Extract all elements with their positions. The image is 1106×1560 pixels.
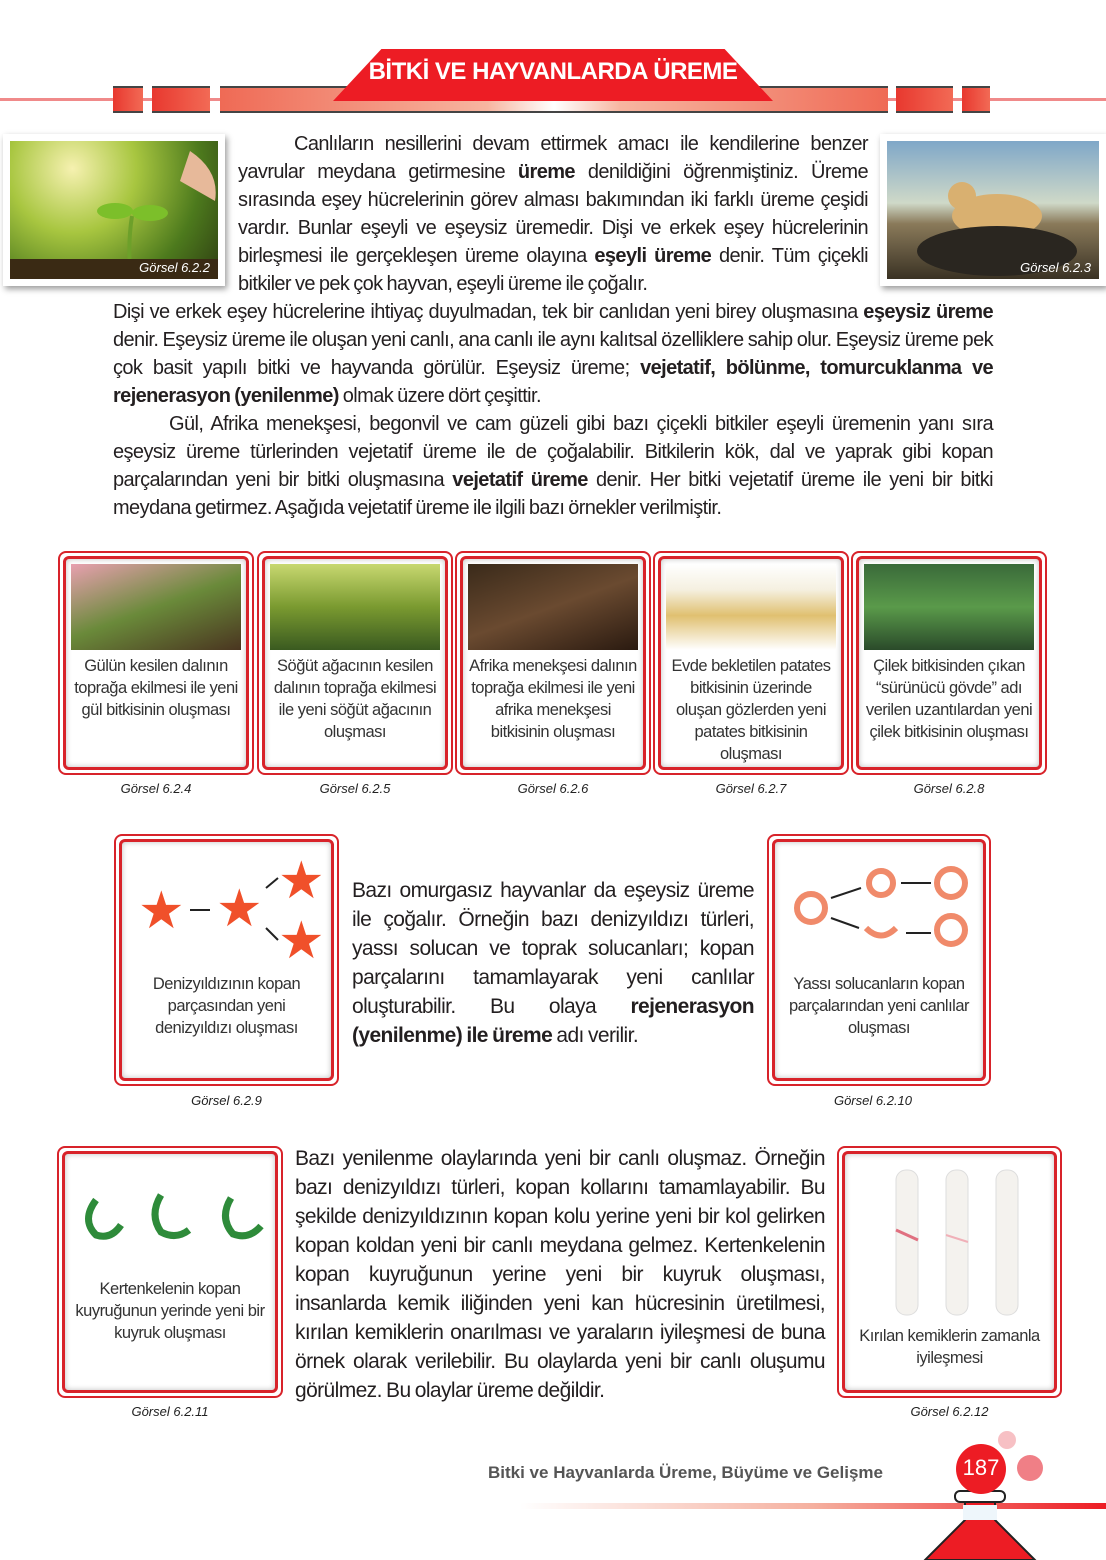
figure-caption: Görsel 6.2.5: [319, 781, 391, 796]
figure-caption: Görsel 6.2.6: [517, 781, 589, 796]
header-block: [152, 86, 210, 113]
figure-caption: Görsel 6.2.12: [910, 1404, 989, 1419]
text-segment: adı verilir.: [552, 1024, 639, 1047]
potato-image: [666, 564, 836, 650]
text-segment: Bazı yenilenme olaylarında yeni bir canlı oluşmaz. Örneğin bazı denizyıldızı türleri, kopan kollarını tamamlayabilir. Bu şekilde denizyıldızının kopan kolu yerine yeni bir kol gelirken kopan koldan yeni bir canlı meydana gelmez. Kertenkelenin kopan kuyruğunun yerine yeni bir kuyruk oluşması, insanlarda kemik iliğinden yeni kan hücresinin üretilmesi, kırılan kemiklerin onarılması ve yaraların iyileşmesi de buna örnek olarak verilebilir. Bu olaylarda yeni bir canlı oluşumu görülmez. Bu olaylar üreme değildir.: [295, 1147, 825, 1402]
lizard-tail-icon: [71, 1160, 271, 1270]
regeneration-paragraph: [352, 876, 754, 1050]
flask-icon: [915, 1425, 1055, 1560]
card-flatworm: [767, 834, 991, 1086]
card-text: Söğüt ağacının kesilen dalının toprağa ekilmesi ile yeni söğüt ağacının oluşması: [273, 657, 437, 741]
card-strawberry: [851, 551, 1047, 775]
card-text: Afrika menekşesi dalının toprağa ekilmesi ile yeni afrika menekşesi bitkisinin oluşması: [469, 657, 637, 741]
card-african-violet: [455, 551, 651, 775]
photo-seedling: [3, 134, 225, 286]
bold-term: eşeysiz üreme: [863, 301, 993, 323]
card-text: Kertenkelenin kopan kuyruğunun yerinde yeni bir kuyruk oluşması: [75, 1280, 265, 1342]
page-number: 187: [962, 1455, 1000, 1480]
seedling-icon: [10, 141, 218, 279]
willow-image: [270, 564, 440, 650]
bold-term: eşeyli üreme: [594, 245, 712, 267]
bold-term: rejenerasyon (yenilenme) ile üreme: [352, 995, 754, 1047]
figure-caption: Görsel 6.2.8: [913, 781, 985, 796]
strawberry-image: [864, 564, 1034, 650]
bold-term: üreme: [517, 161, 575, 183]
header-block: [113, 86, 143, 113]
card-text: Çilek bitkisinden çıkan “sürünücü gövde” adı verilen uzantılardan yeni çilek bitkisinin oluşması: [865, 657, 1033, 741]
bold-term: vejetatif, bölünme, tomurcuklanma ve rejenerasyon (yenilenme): [113, 357, 993, 407]
svg-text:★: ★: [138, 882, 185, 940]
figure-caption: Görsel 6.2.10: [833, 1093, 913, 1108]
card-text: Gülün kesilen dalının toprağa ekilmesi ile yeni gül bitkisinin oluşması: [74, 657, 238, 719]
text-segment: denir. Tüm çiçekli bitkiler ve pek çok hayvan, eşeyli üreme ile çoğalır.: [238, 245, 868, 295]
card-potato: [653, 551, 849, 775]
svg-text:★: ★: [216, 880, 263, 938]
card-rose: [58, 551, 254, 775]
header-block: [962, 86, 990, 113]
photo-cheetah: [880, 134, 1106, 286]
figure-caption: Görsel 6.2.9: [191, 1093, 262, 1108]
svg-text:★: ★: [278, 852, 325, 910]
cheetah-icon: [887, 141, 1099, 279]
text-segment: denildiğini öğrenmiştiniz. Üreme sırasında eşey hücrelerinin görev alması bakımından iki farklı üreme çeşidi vardır. Bunlar eşeyli ve eşeysiz üremedir. Dişi ve erkek eşey hücrelerinin birleşmesi ile gerçekleşen üreme olayına: [238, 161, 868, 267]
figure-caption: Görsel 6.2.4: [120, 781, 192, 796]
photo-caption: Görsel 6.2.2: [139, 260, 210, 275]
bone-healing-icon: [851, 1160, 1051, 1320]
african-violet-image: [468, 564, 638, 650]
vegetative-paragraph: [113, 410, 993, 522]
text-segment: olmak üzere dört çeşittir.: [338, 385, 541, 407]
header-block: [896, 86, 953, 113]
text-segment: denir. Eşeysiz üreme ile oluşan yeni canlı, ana canlı ile aynı kalıtsal özelliklere sahip olur. Eşeysiz üreme pek çok basit yapılı bitki ve hayvanda görülür. Eşeysiz üreme;: [113, 329, 993, 379]
figure-caption: Görsel 6.2.11: [131, 1404, 209, 1419]
svg-text:★: ★: [278, 912, 325, 968]
page-title: BİTKİ VE HAYVANLARDA ÜREME: [368, 58, 738, 85]
bold-term: vejetatif üreme: [452, 469, 588, 491]
text-segment: Dişi ve erkek eşey hücrelerine ihtiyaç duyulmadan, tek bir canlıdan yeni birey oluşmasına: [113, 301, 864, 323]
card-text: Denizyıldızının kopan parçasından yeni denizyıldızı oluşması: [152, 975, 301, 1037]
renewal-paragraph: [295, 1144, 825, 1405]
photo-caption: Görsel 6.2.3: [1020, 260, 1091, 275]
footer-title: Bitki ve Hayvanlarda Üreme, Büyüme ve Gelişme: [488, 1463, 883, 1482]
card-text: Evde bekletilen patates bitkisinin üzerinde oluşan gözlerden yeni patates bitkisinin oluşması: [671, 657, 831, 763]
text-segment: Bazı omurgasız hayvanlar da eşeysiz üreme ile çoğalır. Örneğin bazı denizyıldızı türleri, yassı solucan ve toprak solucanları; kopan parçalarını tamamlayarak yeni canlılar oluşturabilir. Bu olaya: [352, 879, 754, 1018]
card-lizard: [57, 1146, 283, 1398]
text-segment: Canlıların nesillerini devam ettirmek amacı ile kendilerine benzer yavrular meydana getirmesine: [238, 133, 868, 183]
starfish-regeneration-icon: [128, 848, 328, 968]
flatworm-regeneration-icon: [781, 848, 981, 968]
figure-caption: Görsel 6.2.7: [715, 781, 787, 796]
asexual-paragraph: [113, 298, 993, 410]
card-text: Kırılan kemiklerin zamanla iyileşmesi: [859, 1327, 1040, 1367]
text-segment: denir. Her bitki vejetatif üreme ile yeni bir bitki meydana getirmez. Aşağıda vejetatif üreme ile ilgili bazı örnekler verilmiştir.: [113, 469, 993, 519]
card-starfish: [114, 834, 339, 1086]
text-segment: Gül, Afrika menekşesi, begonvil ve cam güzeli gibi bazı çiçekli bitkiler eşeyli üremenin yanı sıra eşeysiz üreme türlerinden vejetatif üreme ile de çoğalabilir. Bitkilerin kök, dal ve yaprak gibi kopan parçalarından yeni bir bitki oluşmasına: [113, 413, 993, 491]
card-bone: [837, 1146, 1062, 1398]
rose-image: [71, 564, 241, 650]
card-text: Yassı solucanların kopan parçalarından yeni canlılar oluşması: [788, 975, 970, 1037]
intro-paragraph: [238, 130, 868, 298]
card-willow: [257, 551, 453, 775]
